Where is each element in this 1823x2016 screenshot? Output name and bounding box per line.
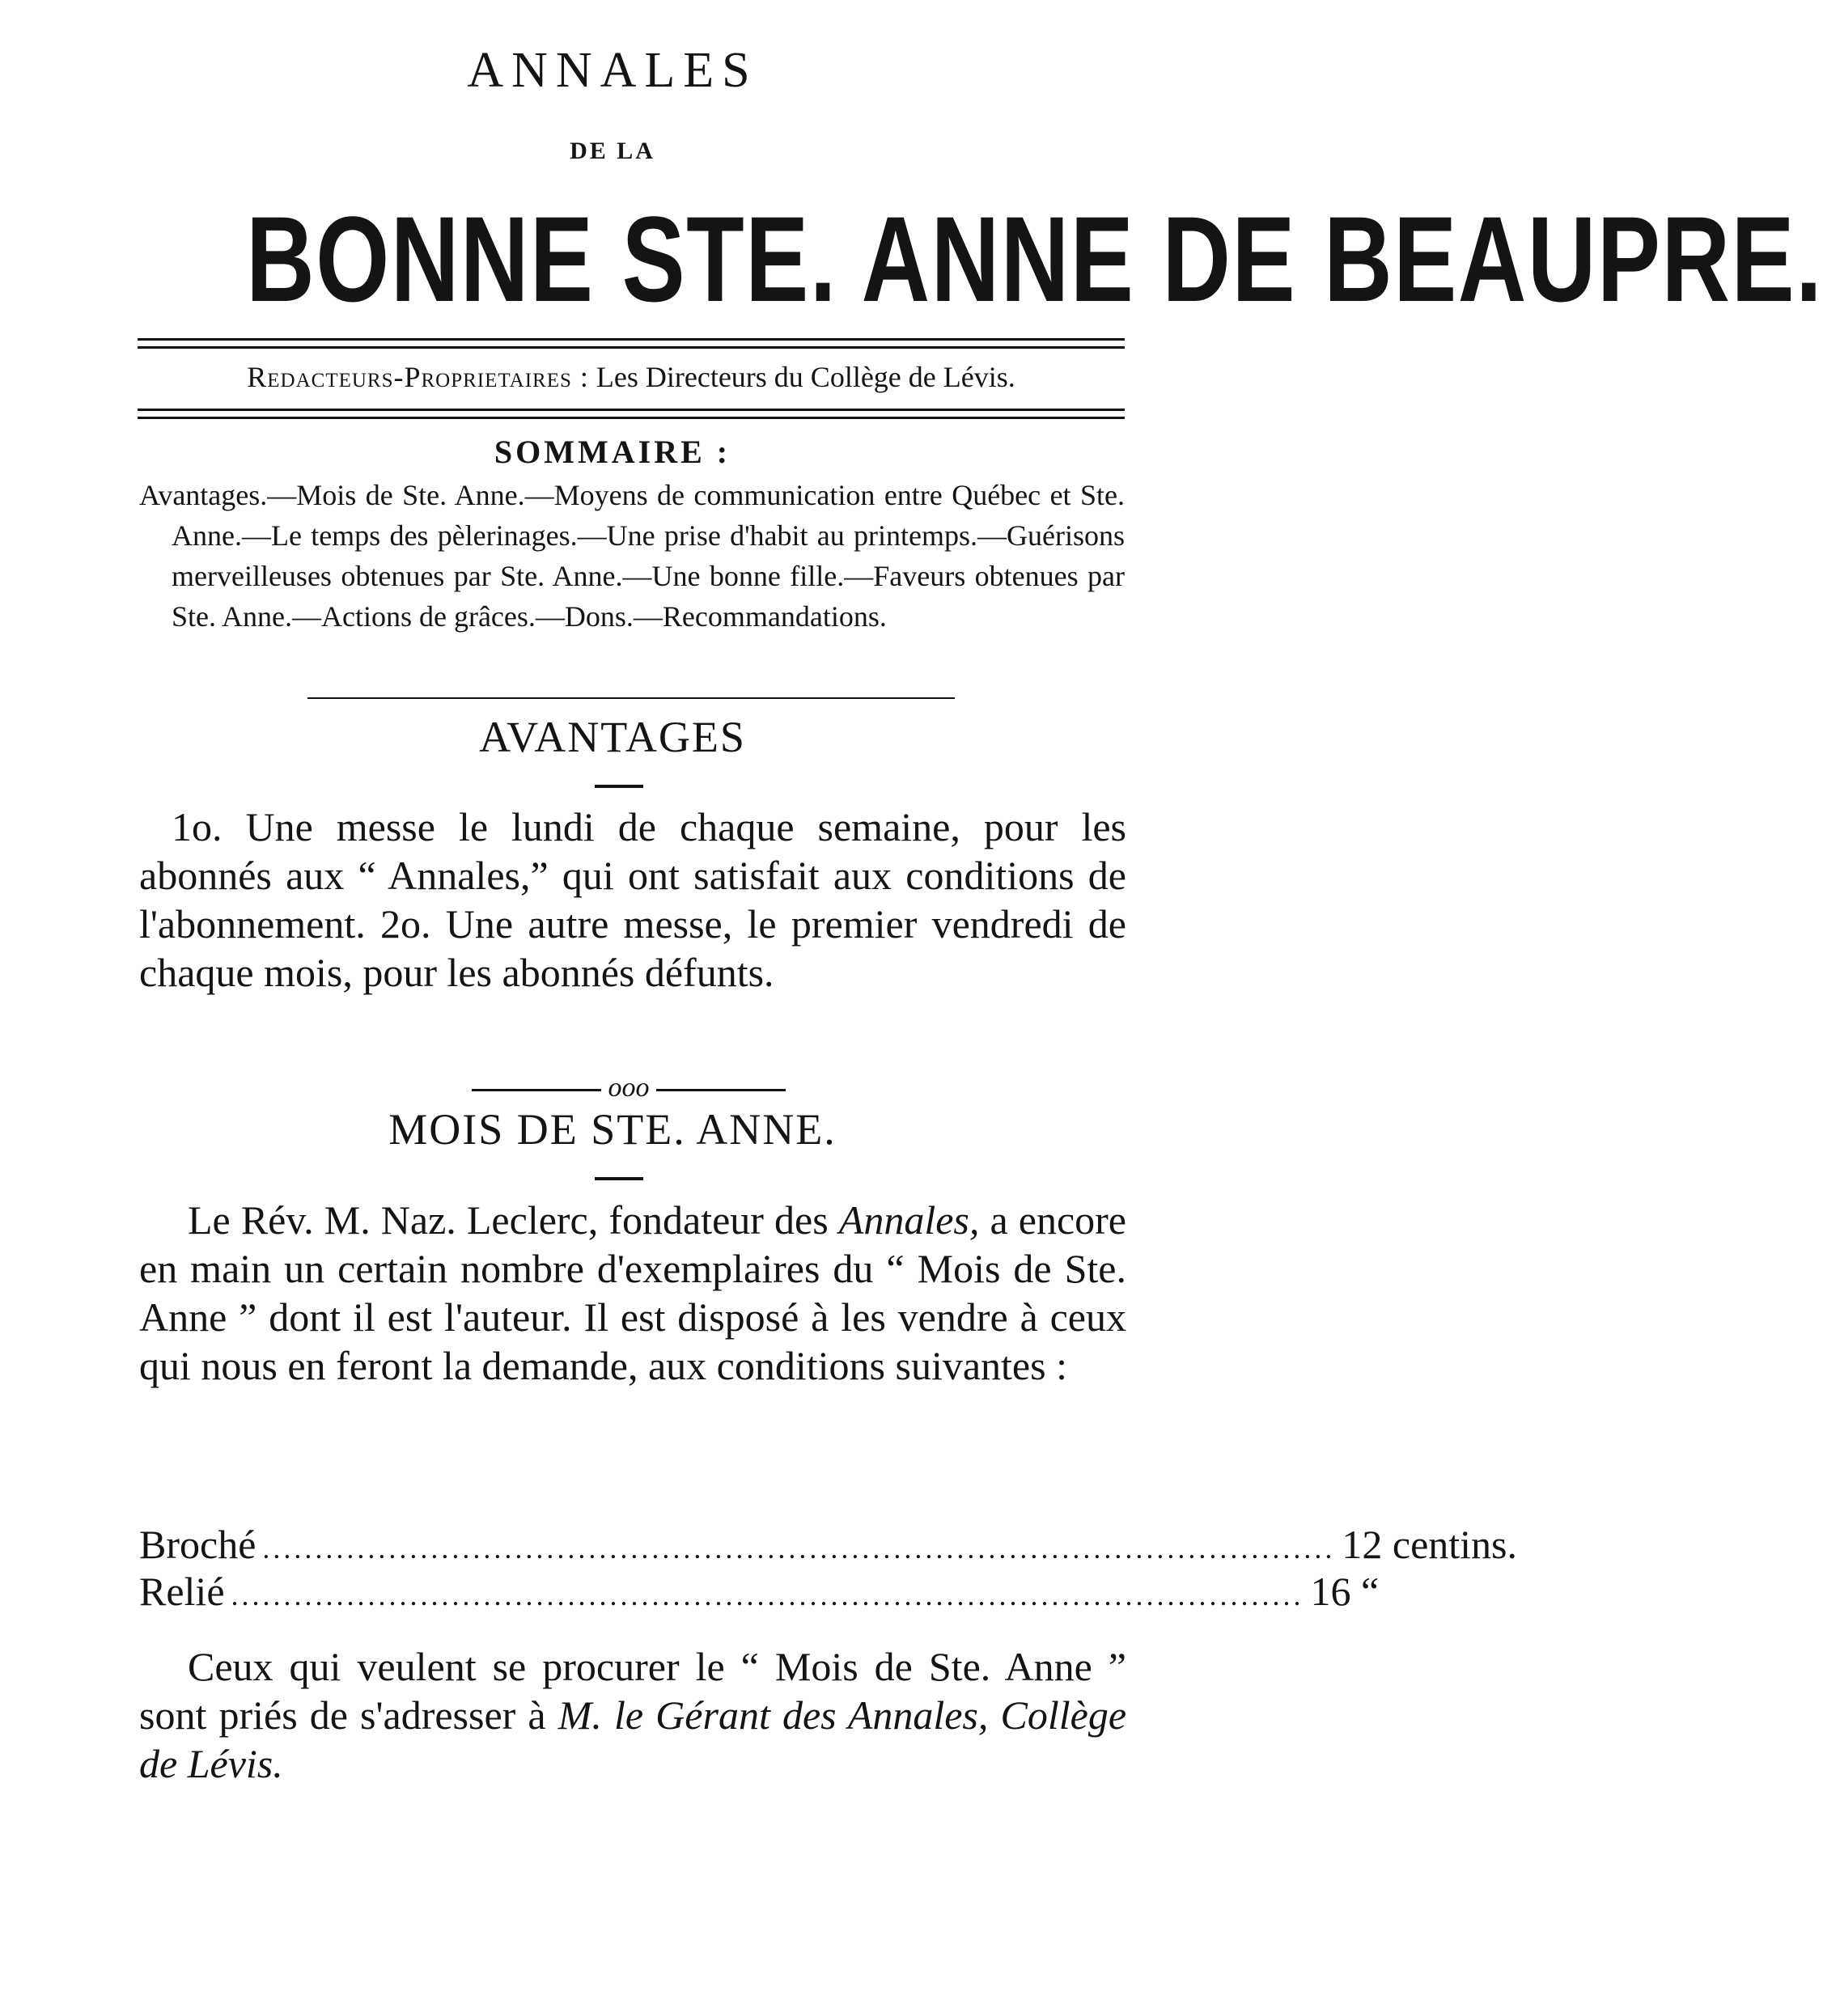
avantages-dash [595, 785, 643, 788]
avantages-paragraph: 1o. Une messe le lundi de chaque semaine, pour les abonnés aux “ Annales,” qui ont satisfait aux conditions de l'abonnement. 2o. Une autre messe, le premier vendredi de chaque mois, pour les abonnés défunts. [139, 804, 1126, 995]
header-rule-bottom-1 [138, 409, 1125, 411]
sommaire-paragraph: Avantages.—Mois de Ste. Anne.—Moyens de communication entre Québec et Ste. Anne.—Le temps des pèlerinages.—Une prise d'habit au printemps.—Guérisons merveilleuses obtenues par Ste. Anne.—Une bonne fille.—Faveurs obtenues par Ste. Anne.—Actions de grâces.—Dons.—Recommandations. [139, 479, 1125, 633]
price-leader-dots: ...................................................................................................... [231, 1579, 1304, 1612]
price-item: Relié [139, 1569, 225, 1614]
mois-closing-paragraph [139, 1642, 1126, 1788]
separator-left-line [472, 1089, 601, 1091]
mois-intro-text-2: a encore en main un certain nombre d'exemplaires du “ Mois de Ste. Anne ” dont il est l'auteur. Il est disposé à les vendre à ceux qui nous en feront la demande, aux conditions suivantes : [139, 1197, 1126, 1388]
title-annales: ANNALES [467, 43, 758, 98]
separator-right-line [656, 1089, 786, 1091]
price-row-broche [139, 1521, 1518, 1572]
price-value: 16 “ [1310, 1569, 1380, 1614]
sommaire-text [139, 475, 1125, 637]
mois-title: MOIS DE STE. ANNE. [388, 1105, 837, 1154]
mois-intro-text-1: Le Rév. M. Naz. Leclerc, fondateur des [188, 1197, 839, 1243]
price-value: 12 centins. [1342, 1522, 1518, 1567]
mois-dash [595, 1177, 643, 1180]
header-rule-bottom-2 [138, 417, 1125, 419]
header-rule-top-2 [138, 346, 1125, 349]
separator-text: ooo [608, 1073, 650, 1103]
mois-closing-italic: M. le Gérant des Annales, Collège de Lévis. [139, 1692, 1127, 1786]
avantages-title: AVANTAGES [479, 713, 746, 761]
separator-ooo [459, 1073, 799, 1103]
price-leader-dots: ...................................................................................................... [262, 1532, 1336, 1565]
header-rule-top-1 [138, 338, 1125, 341]
sommaire-title: SOMMAIRE : [494, 434, 731, 470]
mois-intro-italic: Annales, [838, 1197, 980, 1243]
price-row-relie [139, 1568, 1380, 1619]
title-de-la: DE LA [570, 138, 655, 164]
sommaire-rule [307, 697, 955, 699]
mois-intro-paragraph [139, 1196, 1126, 1390]
mois-closing-text: Ceux qui veulent se procurer le “ Mois de Ste. Anne ” sont priés de s'adresser à [139, 1644, 1126, 1738]
redacteurs-value: Les Directeurs du Collège de Lévis. [596, 361, 1015, 393]
redacteurs-label: Redacteurs-Proprietaires : [247, 361, 589, 393]
redacteurs-line [138, 360, 1125, 394]
price-item: Broché [139, 1522, 256, 1567]
title-bonne-ste-anne: BONNE STE. ANNE DE BEAUPRE. [246, 191, 1823, 327]
